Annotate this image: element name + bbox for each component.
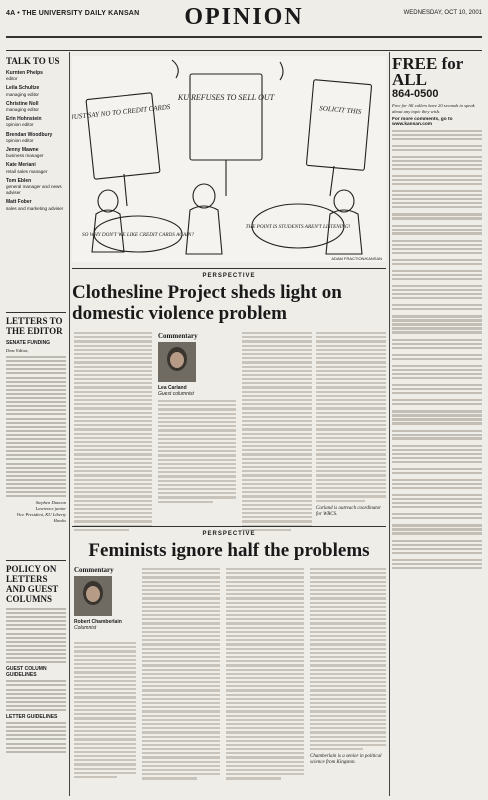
article1-author-photo (158, 342, 196, 382)
header-rule (6, 36, 482, 38)
sign-right-text: SOLICIT THIS (318, 104, 362, 116)
article1-author: Lea Carland (158, 385, 187, 391)
staff-entry: Jenny Mawne business manager (6, 147, 44, 159)
article2-column-3 (226, 566, 304, 782)
column-divider-right (389, 52, 390, 796)
article1-author-role: Guest columnist (158, 391, 194, 397)
free-for-all-section (392, 56, 482, 574)
sign-middle-text: KU REFUSES TO SELL OUT (177, 93, 275, 102)
free-for-all-intro: Free for All callers have 20 seconds to speak about any topic they wish. (392, 103, 475, 114)
header-rule-thin (6, 50, 482, 51)
article2-headline: Feminists ignore half the problems (88, 540, 370, 561)
staff-entry: Leila Schultze managing editor (6, 85, 40, 97)
free-for-all-contact: For more comments, go to www.kansan.com (392, 116, 453, 127)
section-page-label: 4A • THE UNIVERSITY DAILY KANSAN (6, 10, 140, 17)
policy-heading: POLICY ON LETTERS AND GUEST COLUMNS (6, 564, 59, 604)
publication-date: WEDNESDAY, OCT 10, 2001 (403, 10, 482, 16)
editorial-cartoon (72, 56, 386, 262)
column-divider-left (69, 52, 70, 796)
article2-byline (74, 566, 136, 631)
letter-salutation: Dear Editor, (6, 348, 29, 353)
article1-column-1 (74, 330, 152, 533)
sign-left-text: JUST SAY NO TO CREDIT CARDS (72, 102, 171, 122)
free-for-all-phone: 864-0500 (392, 88, 439, 100)
policy-section (6, 564, 66, 755)
free-for-all-comments (392, 130, 482, 569)
staff-entry: Kate Meriani retail sales manager (6, 162, 48, 174)
page-title: OPINION (184, 4, 304, 30)
letter-body (6, 356, 66, 497)
article2-column-4 (310, 566, 386, 766)
article1-column-2 (158, 398, 236, 505)
article1-byline (158, 332, 208, 397)
letter-subject: SENATE FUNDING (6, 340, 51, 346)
letters-section (6, 316, 66, 527)
staff-entry: Christine Noll managing editor (6, 100, 39, 113)
talk-to-us-heading: TALK TO US (6, 56, 60, 66)
letter-signature: Stephen Duncan Lawrence junior Vice President, KU Liberty Hawks (16, 500, 66, 524)
article2-kicker: PERSPECTIVE (202, 531, 256, 537)
article1-column-3 (242, 330, 312, 533)
article2-author: Robert Chamberlain (74, 619, 122, 625)
bubble-right-text: THE POINT IS STUDENTS AREN'T LISTENING! (245, 224, 351, 230)
staff-entry: Matt Fober sales and marketing adviser (6, 199, 64, 211)
staff-entry: Tom Eblen general manager and news adviser (6, 177, 62, 196)
free-for-all-heading: FREE for ALL (392, 54, 463, 89)
staff-contacts (6, 56, 66, 215)
article2-tagline: Chamberlain is a senior in political science from Kingston. (310, 754, 382, 766)
letters-rule (6, 312, 66, 313)
policy-rule (6, 560, 66, 561)
article1-column-4 (316, 330, 386, 518)
staff-entry: Brendan Woodbury opinion editor (6, 131, 53, 143)
article1-column-label: Commentary (158, 332, 198, 340)
bubble-left-text: SO WHY DON'T WE LIKE CREDIT CARDS AGAIN? (82, 232, 194, 238)
article2-top-rule (72, 526, 386, 527)
article2-column-label: Commentary (74, 566, 114, 574)
article2-author-photo (74, 576, 112, 616)
page-header (6, 4, 482, 34)
policy-body (6, 608, 66, 663)
letters-heading: LETTERS TO THE EDITOR (6, 316, 63, 336)
staff-entry: Kurnten Phelps editor (6, 70, 43, 82)
article1-tagline: Carland is outreach coordinator for WRCS. (316, 505, 382, 517)
article2-column-2 (142, 566, 220, 782)
guest-column-guidelines: GUEST COLUMN GUIDELINES (6, 666, 47, 679)
article1-kicker: PERSPECTIVE (202, 273, 256, 279)
article2-column-1 (74, 640, 136, 780)
article2-author-role: Columnist (74, 625, 97, 631)
article1-headline: Clothesline Project sheds light on domestic violence problem (72, 282, 342, 324)
staff-entry: Erin Hohnstein opinion editor (6, 116, 42, 128)
letter-guidelines: LETTER GUIDELINES (6, 713, 58, 720)
article1-top-rule (72, 268, 386, 269)
cartoon-credit: ADAM FRACTION/KANSAN (331, 256, 382, 261)
cartoon-drawing (72, 56, 386, 262)
